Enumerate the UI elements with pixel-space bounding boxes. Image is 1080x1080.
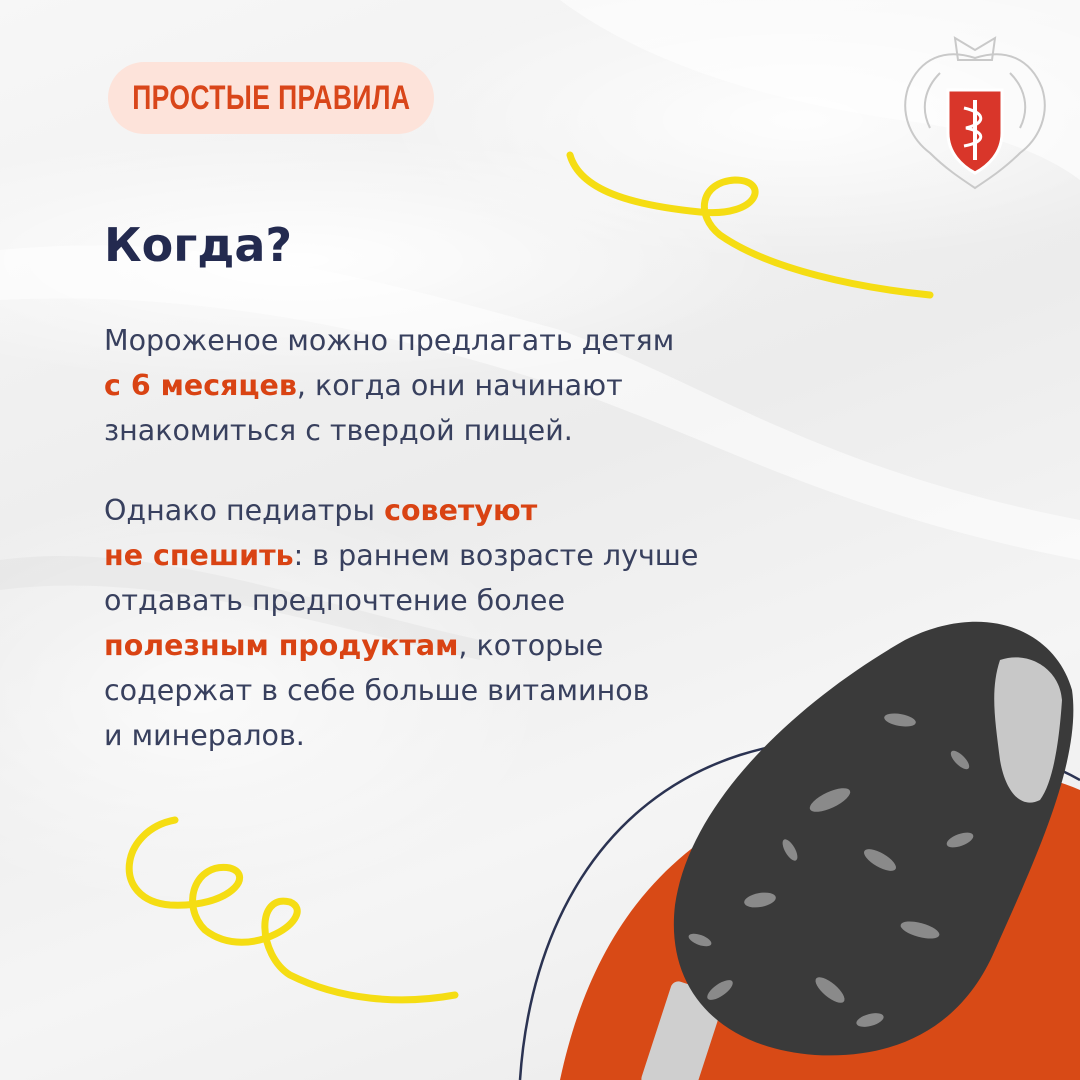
- p2-line1-text: Однако педиатры: [104, 494, 385, 527]
- p2-line4-rest: , которые: [458, 629, 604, 662]
- ministry-of-health-emblem-icon: [900, 28, 1050, 196]
- p2-line4: [104, 623, 698, 668]
- paragraph-when: [104, 318, 674, 453]
- p2-line6: и минералов.: [104, 719, 305, 752]
- p1-line2-rest: , когда они начинают: [296, 369, 623, 402]
- paragraph-advice: [104, 488, 698, 758]
- p1-line2: [104, 363, 674, 408]
- highlight-age: с 6 месяцев: [104, 369, 297, 402]
- p2-line2-rest: : в раннем возрасте лучше: [293, 539, 699, 572]
- p2-line1: [104, 488, 698, 533]
- highlight-advise: советуют: [384, 494, 538, 527]
- page-title: Когда?: [104, 218, 293, 272]
- highlight-healthy-products: полезным продуктам: [104, 629, 459, 662]
- p2-line5: содержат в себе больше витаминов: [104, 674, 650, 707]
- section-tag: [108, 62, 434, 134]
- p2-line2: [104, 533, 698, 578]
- p2-line3: отдавать предпочтение более: [104, 584, 565, 617]
- highlight-no-rush: не спешить: [104, 539, 294, 572]
- p1-line1: Мороженое можно предлагать детям: [104, 324, 675, 357]
- section-tag-label: ПРОСТЫЕ ПРАВИЛА: [131, 78, 411, 117]
- p1-line3: знакомиться с твердой пищей.: [104, 414, 573, 447]
